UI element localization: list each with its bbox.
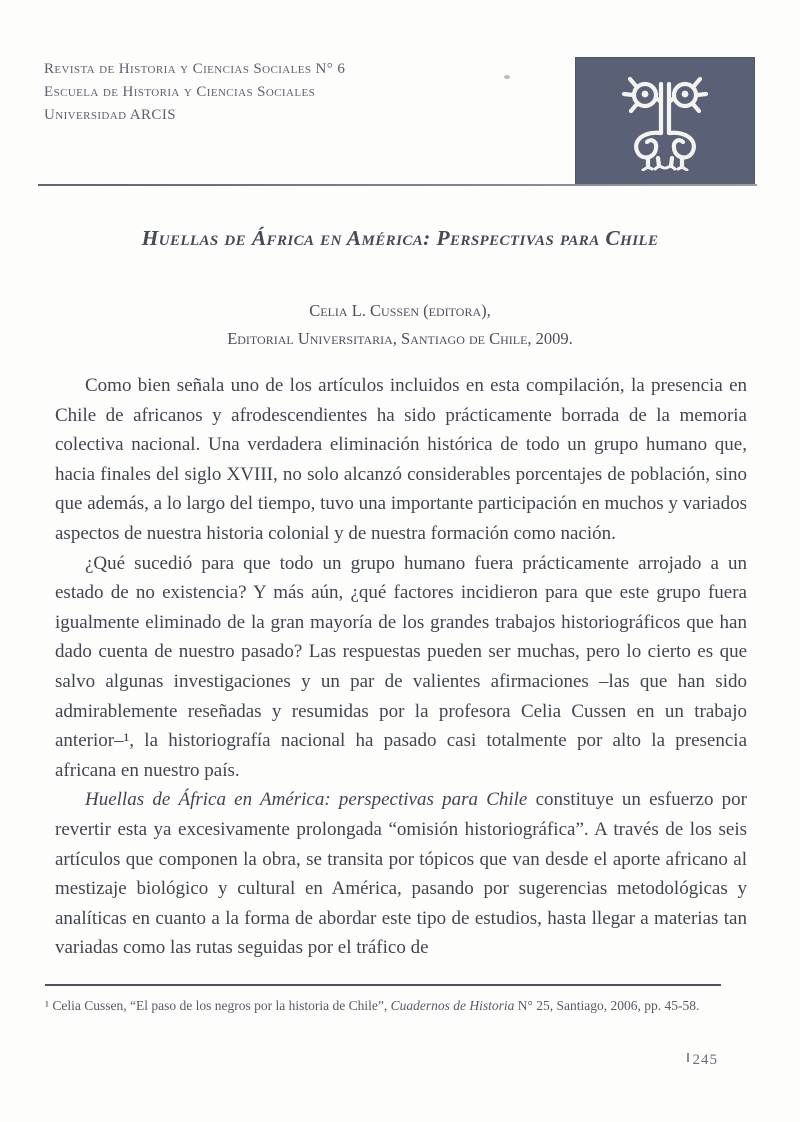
paragraph-1: Como bien señala uno de los artículos incluidos en esta compilación, la presencia en Chile de africanos y afrodescendientes ha sido prácticamente borrada de la memoria colectiva nacional. Una verdadera eliminación histórica de todo un grupo humano que, hacia finales del siglo XVIII, no solo alcanzó considerables porcentajes de población, sino que además, a lo largo del tiempo, tuvo una importante participación en muchos y variados aspectos de nuestra historia colonial y de nuestra formación como nación.: [55, 375, 747, 544]
left-bird-figure: [624, 79, 664, 170]
arcis-logo: [575, 57, 755, 185]
paragraph-3-rest: constituye un esfuerzo por revertir esta ya excesivamente prolongada “omisión historiográfica”. A través de los seis artículos que componen la obra, se transita por tópicos que van desde el aporte africano al mestizaje biológico y cultural en América, pasando por sugerencias metodológicas y analíticas en cuanto a la forma de abordar este tipo de estudios, hasta llegar a materias tan variadas como las rutas seguidas por el tráfico de: [55, 789, 747, 959]
scan-tick-mark: [687, 1053, 689, 1062]
byline-editor: Celia L. Cussen (editora),: [309, 301, 491, 320]
footnote-journal-title: Cuadernos de Historia: [390, 998, 515, 1013]
masthead-line-school: Escuela de Historia y Ciencias Sociales: [44, 84, 316, 100]
footnote-divider: [45, 984, 721, 986]
page-number: [687, 1052, 718, 1069]
header-divider: [38, 184, 757, 186]
byline: [40, 297, 760, 353]
book-title-inline: Huellas de África en América: perspectivas para Chile: [85, 789, 528, 811]
twin-bird-glyph-icon: [599, 71, 731, 171]
footnote-citation-start: ¹ Celia Cussen, “El paso de los negros por la historia de Chile”,: [45, 998, 391, 1013]
page-number-value: 245: [692, 1052, 718, 1068]
journal-masthead: [44, 58, 345, 127]
masthead-line-university: Universidad ARCIS: [44, 107, 176, 123]
masthead-line-journal: Revista de Historia y Ciencias Sociales N° 6: [44, 61, 346, 77]
footnote-citation-end: N° 25, Santiago, 2006, pp. 45-58.: [514, 998, 700, 1013]
scan-artifact: [504, 75, 510, 79]
book-title: Huellas de África en América: Perspectivas para Chile: [141, 226, 659, 250]
footnote: [45, 996, 747, 1016]
paragraph-3: [55, 785, 747, 963]
byline-publisher: Editorial Universitaria, Santiago de Chile, 2009.: [227, 329, 573, 348]
right-bird-figure: [666, 79, 706, 170]
review-body: [55, 371, 747, 963]
paragraph-2: ¿Qué sucedió para que todo un grupo humano fuera prácticamente arrojado a un estado de no existencia? Y más aún, ¿qué factores incidieron para que este grupo fuera igualmente eliminado de la gran mayoría de los grandes trabajos historiográficos que han dado cuenta de nuestro pasado? Las respuestas pueden ser muchas, pero lo cierto es que salvo algunas investigaciones y un par de valientes afirmaciones –las que han sido admirablemente reseñadas y resumidas por la profesora Celia Cussen en un trabajo anterior–¹, la historiografía nacional ha pasado casi totalmente por alto la presencia africana en nuestro país.: [55, 552, 747, 781]
